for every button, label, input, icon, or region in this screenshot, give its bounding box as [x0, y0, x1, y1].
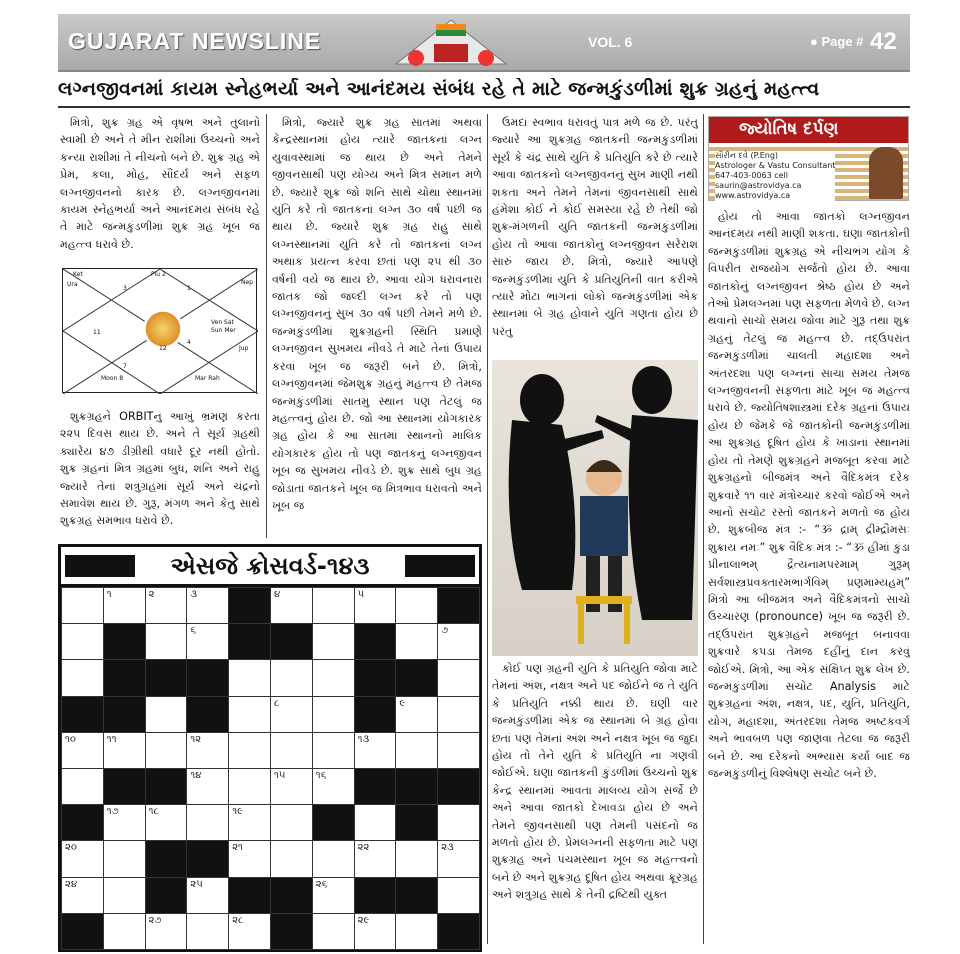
crossword-cell[interactable] [103, 913, 146, 950]
couple-argument-photo [492, 360, 698, 656]
crossword-clue-number: ૨ [148, 589, 155, 600]
crossword-clue-number: ૨૬ [315, 878, 328, 890]
crossword-black-cell [395, 768, 438, 805]
crossword-cell[interactable] [312, 587, 355, 624]
crossword-cell[interactable] [437, 659, 480, 696]
crossword-cell[interactable] [395, 840, 438, 877]
crossword-cell[interactable] [437, 732, 480, 769]
crossword-cell[interactable] [270, 804, 313, 841]
chart-label: Moon 8 [101, 375, 124, 382]
crossword-cell[interactable] [228, 913, 271, 950]
crossword-cell[interactable] [312, 768, 355, 805]
crossword-clue-number: ૧૫ [274, 770, 286, 781]
paragraph: કોઈ પણ ગ્રહની યુતિ કે પ્રતિયુતિ જોવા માટે તેમનાં અંશ, નક્ષત્ર અને પદ જોઈને જ તે યુતિ કે પ્રતિયુતિ નક્કી થાય છે. ઘણી વાર જન્મકુંડળીમાં એક જ સ્થાનમાં બે ગ્રહ હોવા છતાં પણ તેમનાં અંશ અને નક્ષત્ર ખૂબ જ જુદા હોય તો તેને યુતિ કે પ્રતિયુતિ ના ગણવી જોઈએ. ઘણા જાતકની કુંડળીમાં ઉચ્ચનો શુક્ર કેન્દ્ર સ્થાનમાં આવતા માલવ્ય યોગ સર્જે છે અને આવા જાતકો દેખાવડા હોય છે અને તેમને જીવનસાથી પણ તેમની પસંદનો જ મળતો હોય છે. પ્રેમલગ્નની સફળતા માટે પણ શુક્રગ્રહ અને પંચમસ્થાન ખૂબ જ મહત્ત્વનો બને છે અને શુક્રગ્રહ દૂષિત હોય અથવા ક્રૂરગ્રહ અને શત્રુગ્રહ સાથે કે તેની દ્રષ્ટિથી યુક્ત [492, 662, 698, 902]
column-4 [708, 208, 910, 946]
crossword-black-cell [270, 913, 313, 950]
crossword-cell[interactable] [270, 696, 313, 733]
crossword-cell[interactable] [186, 623, 229, 660]
silhouette-illustration-icon [492, 360, 698, 656]
author-phone: 647-403-0063 cell [715, 171, 788, 180]
paragraph: શુક્રગ્રહને ORBITનું આખું ભ્રમણ કરતા ૨૨૫ દિવસ થાય છે. અને તે સૂર્ય ગ્રહથી ક્યારેય ૪૭ ડીગ્રીથી વધારે દૂર નથી હોતો. શુક્ર ગ્રહનાં મિત્ર ગ્રહમાં બુધ, શનિ અને રાહુ જ્યારે તેનાં શત્રુગ્રહમાં સૂર્ય અને ચંદ્રનો સમાવેશ થાય છે. ગુરૂ, મંગળ અને કેતુ સાથે શુક્રગ્રહ સમભાવ ધરાવે છે. [60, 410, 260, 528]
crossword-cell[interactable] [395, 623, 438, 660]
crossword-black-cell [354, 768, 397, 805]
column-1-top [60, 114, 260, 262]
crossword-clue-number: ૨૦ [65, 842, 77, 854]
column-divider [703, 114, 704, 944]
author-email: saurin@astrovidya.ca [715, 181, 802, 190]
column-divider [266, 114, 267, 538]
crossword-cell[interactable] [395, 913, 438, 950]
crossword-cell[interactable] [228, 840, 271, 877]
chart-label: 12 [159, 345, 167, 352]
crossword-cell[interactable] [395, 587, 438, 624]
crossword-cell[interactable] [145, 804, 188, 841]
crossword-black-cell [354, 877, 397, 914]
crossword-cell[interactable] [186, 877, 229, 914]
column-1-bottom [60, 408, 260, 536]
chart-label: Ura [67, 281, 78, 288]
jyotish-darpan-banner [708, 116, 909, 201]
column-divider [487, 114, 488, 944]
crossword-black-cell [270, 623, 313, 660]
crossword-black-cell [228, 587, 271, 624]
crossword-clue-number: ૧૭ [106, 806, 119, 818]
crossword-cell[interactable] [228, 696, 271, 733]
crossword-header [61, 547, 479, 587]
crossword-clue-number: ૯ [399, 697, 406, 709]
crossword-cell[interactable] [145, 623, 188, 660]
crossword-clue-number: ૨૭ [148, 914, 162, 926]
page-label: ● Page # [810, 34, 864, 49]
crossword-cell[interactable] [395, 696, 438, 733]
crossword-cell[interactable] [312, 877, 355, 914]
crossword-cell[interactable] [354, 804, 397, 841]
crossword-cell[interactable] [61, 768, 104, 805]
chart-label: Plu 2 [151, 271, 166, 278]
crossword-black-cell [103, 696, 146, 733]
volume-label: VOL. 6 [588, 34, 633, 50]
crossword-clue-number: ૧૨ [190, 733, 202, 745]
chart-label: Ket [73, 271, 83, 278]
page-number: 42 [870, 28, 897, 55]
crossword-clue-number: ૧૧ [106, 733, 117, 745]
crossword-cell[interactable] [186, 768, 229, 805]
crossword-black-cell [228, 877, 271, 914]
crossword-cell[interactable] [61, 877, 104, 914]
kundli-chart [62, 268, 257, 393]
crossword-cell[interactable] [312, 696, 355, 733]
crossword-cell[interactable] [145, 732, 188, 769]
crossword-clue-number: ૪ [274, 589, 281, 600]
column-3-bottom [492, 660, 698, 946]
crossword-black-cell [395, 659, 438, 696]
crossword-clue-number: ૭ [441, 625, 449, 637]
crossword-puzzle [58, 544, 482, 952]
chart-label: Mar Rah [195, 375, 220, 382]
crossword-clue-number: ૨૪ [65, 878, 78, 890]
crossword-cell[interactable] [61, 659, 104, 696]
crossword-cell[interactable] [103, 587, 146, 624]
crossword-grid [61, 587, 479, 949]
crossword-cell[interactable] [228, 768, 271, 805]
chart-label: Ven Sat [211, 319, 234, 326]
crossword-black-cell [61, 804, 104, 841]
crossword-title: એસજે ક્રોસવર્ડ-૧૪૩ [170, 552, 370, 580]
paragraph: ઉમદા સ્વભાવ ધરાવતું પાત્ર મળે જ છે. પરંતુ જ્યારે આ શુક્રગ્રહ જાતકની જન્મકુંડળીમાં સૂર્ય કે ચંદ્ર સાથે યુતિ કે પ્રતિયુતિ કરે છે ત્યારે આવા જાતકનો લગ્નજીવનનું સુખ માણી નથી શકતા અને તેમને તેમનાં જીવનસાથી સાથે હંમેશા કોઈ ને કોઈ સમસ્યા રહે છે તેથી જો શુક્ર-મંગળની યુતિ જાતકની જન્મકુંડળીમાં હોય તો આવા જાતકોનું લગ્નજીવન સરેરાશ સારું જાય છે. મિત્રો, જ્યારે આપણે જન્મકુંડળીમાં યુતિ કે પ્રતિયુતિની વાત કરીએ ત્યારે મોટા ભાગનાં લોકો જન્મકુંડળીમાં એક સ્થાનમાં બે ગ્રહ હોવાને યુતિ ગણતા હોય છે પરંતુ [492, 116, 698, 338]
crossword-clue-number: ૫ [357, 589, 365, 600]
crossword-black-cell [437, 768, 480, 805]
crossword-cell[interactable] [354, 840, 397, 877]
crossword-cell[interactable] [103, 877, 146, 914]
crossword-cell[interactable] [270, 732, 313, 769]
crossword-cell[interactable] [228, 659, 271, 696]
crossword-clue-number: ૧૩ [357, 733, 370, 745]
crossword-black-cell [228, 623, 271, 660]
masthead-logo-icon [376, 16, 526, 68]
crossword-cell[interactable] [437, 696, 480, 733]
crossword-cell[interactable] [61, 732, 104, 769]
crossword-clue-number: ૬ [190, 625, 196, 637]
chart-label: 11 [93, 329, 101, 336]
crossword-black-cell [103, 659, 146, 696]
crossword-black-cell [312, 804, 355, 841]
crossword-black-cell [186, 696, 229, 733]
crossword-cell[interactable] [312, 659, 355, 696]
crossword-clue-number: ૨૮ [232, 914, 244, 926]
crossword-cell[interactable] [270, 587, 313, 624]
crossword-clue-number: ૨૨ [357, 842, 370, 854]
crossword-cell[interactable] [145, 913, 188, 950]
author-web: www.astrovidya.ca [715, 191, 791, 200]
crossword-black-cell [145, 768, 188, 805]
crossword-cell[interactable] [103, 840, 146, 877]
crossword-clue-number: ૧૮ [148, 806, 159, 818]
column-3-top [492, 114, 698, 354]
crossword-cell[interactable] [186, 587, 229, 624]
crossword-cell[interactable] [145, 587, 188, 624]
chart-label: Jup [239, 345, 249, 352]
crossword-black-cell [186, 840, 229, 877]
paragraph: મિત્રો, શુક્ર ગ્રહ એ વૃષભ અને તુલાનો સ્વામી છે અને તે મીન રાશીમાં ઉચ્ચનો અને કન્યા રાશીમાં તે નીચનો બને છે. શુક્ર ગ્રહ એ પ્રેમ, કલા, મોહ, સૌંદર્ય અને સફળ લગ્નજીવનનો કારક છે. લગ્નજીવનમાં કાયમ સ્નેહભર્યા અને આનંદમય સંબંધ રહે તે માટે જન્મકુંડળીમાં શુક્ર ગ્રહ ખૂબ જ મહત્ત્વ ધરાવે છે. [60, 116, 260, 251]
crossword-black-cell [145, 659, 188, 696]
crossword-black-cell [354, 659, 397, 696]
column-title: જ્યોતિષ દર્પણ [739, 119, 839, 139]
crossword-cell[interactable] [270, 659, 313, 696]
crossword-clue-number: ૨૩ [441, 842, 454, 854]
crossword-cell[interactable] [395, 732, 438, 769]
crossword-clue-number: ૨૫ [190, 878, 203, 890]
crossword-cell[interactable] [186, 804, 229, 841]
crossword-cell[interactable] [186, 913, 229, 950]
crossword-cell[interactable] [228, 732, 271, 769]
newspaper-title: GUJARAT NEWSLINE [68, 28, 322, 54]
ganesh-icon [143, 309, 183, 349]
crossword-cell[interactable] [145, 696, 188, 733]
author-info [715, 151, 835, 201]
crossword-cell[interactable] [354, 913, 397, 950]
crossword-cell[interactable] [61, 623, 104, 660]
crossword-clue-number: ૮ [274, 697, 280, 709]
crossword-black-cell [186, 659, 229, 696]
crossword-black-cell [145, 877, 188, 914]
crossword-cell[interactable] [312, 732, 355, 769]
crossword-clue-number: ૨૧ [232, 842, 243, 854]
crossword-cell[interactable] [354, 732, 397, 769]
article-headline: લગ્નજીવનમાં કાયમ સ્નેહભર્યા અને આનંદમય સંબંધ રહે તે માટે જન્મકુંડળીમાં શુક્ર ગ્રહનું મહત્ત્વ [58, 78, 820, 100]
chart-label: 4 [187, 339, 191, 346]
crossword-cell[interactable] [61, 840, 104, 877]
crossword-black-cell [354, 623, 397, 660]
crossword-black-cell [103, 623, 146, 660]
crossword-cell[interactable] [437, 877, 480, 914]
crossword-clue-number: ૧૪ [190, 770, 202, 781]
crossword-cell[interactable] [437, 804, 480, 841]
crossword-black-cell [61, 696, 104, 733]
crossword-black-cell [270, 877, 313, 914]
crossword-black-cell [145, 840, 188, 877]
crossword-cell[interactable] [312, 840, 355, 877]
crossword-clue-number: ૧૦ [65, 733, 76, 745]
crossword-cell[interactable] [186, 732, 229, 769]
crossword-cell[interactable] [270, 840, 313, 877]
crossword-clue-number: ૧૬ [315, 770, 327, 781]
crossword-cell[interactable] [103, 804, 146, 841]
crossword-cell[interactable] [312, 623, 355, 660]
crossword-black-cell [61, 913, 104, 950]
crossword-black-cell [395, 877, 438, 914]
crossword-cell[interactable] [437, 623, 480, 660]
column-2 [272, 114, 482, 538]
author-role: Astrologer & Vastu Consultant [715, 161, 836, 170]
chart-label: Sun Mer [211, 327, 236, 334]
crossword-clue-number: ૧ [106, 589, 112, 600]
crossword-black-cell [395, 804, 438, 841]
chart-label: 7 [123, 363, 127, 370]
chart-label: 1 [187, 285, 191, 292]
headline-rule [58, 106, 910, 108]
crossword-cell[interactable] [312, 913, 355, 950]
crossword-black-cell [437, 913, 480, 950]
author-name: સૌરીન દવે (P.Eng) [715, 151, 779, 160]
crossword-clue-number: ૧૯ [232, 806, 244, 818]
chart-label: 3 [123, 285, 127, 292]
paragraph: હોય તો આવા જાતકો લગ્નજીવન આનંદમય નથી માણી શકતા. ઘણા જાતકોની જન્મકુંડળીમાં શુક્રગ્રહ એ નીચભંગ યોગ કે વિપરીત રાજયોગ સર્જતો હોય છે. આવા જાતકોનું લગ્નજીવન શ્રેષ્ઠ હોય છે અને તેઓ પ્રેમલગ્નમાં પણ સફળતા મેળવે છે. લગ્ન થવાનો સાચો સમય જોવા માટે ગુરૂ તથા શુક્ર ગ્રહનું તેટલું જ મહત્ત્વ છે. તદ્ઉપરાંત જન્મકુંડળીમાં ચાલતી મહાદશા અને અંતરદશા પણ લગ્નનાં સાચા સમય તેમજ લગ્નજીવનની સફળતા માટે ખૂબ જ મહત્ત્વ ધરાવે છે. જ્યોતિષશાસ્ત્રમાં દરેક ગ્રહનાં ઉપાય હોય છે જેમકે જે જાતકોની જન્મકુંડળીમાં આ શુક્રગ્રહ દૂષિત હોય કે ખાડાનાં સ્થાનમાં હોય તો તેમણે શુક્રગ્રહને મજબૂત કરવા માટે શુક્રગ્રહનો બીજમંત્ર અને વૈદિકમંત્ર દરેક શુક્રવારે ૧૧ વાર મંત્રોચ્ચાર કરવો જોઈએ અને આનો સચોટ રસ્તો જાતકને મળતો જ હોય છે. શુક્રબીજ મંત્ર :- “ૐ દ્રામ્ દ્રીમ્દ્રૌમસઃ શુક્રાય નમઃ” શુક્ર વૈદિક મંત્ર :- “ૐ હીમાં કુંડા પ્રીનાલાભમ્ દ્રૈત્યનામપરમામ્ ગુરૂમ્ સર્વશાસ્ત્રપ્રવક્તારમભાર્ગવિમ્ પ્રણમામ્યહમ્” મિત્રો આ બીજમંત્ર અને વૈદિકમંત્રનો સાચો ઉચ્ચારણ (pronounce) ખૂબ જ જરૂરી છે. તદ્ઉપરાંત શુક્રગ્રહને મજબૂત બનાવવા શુક્રવારે કપડા તેમજ દહીંનું દાન કરવું જોઈએ. મિત્રો, આ એક સંક્ષિપ્ત શુક્ર લેખ છે. જન્મકુંડળીમાં સચોટ Analysis માટે શુક્રગ્રહનાં અંશ, નક્ષત્ર, પદ, યુતિ, પ્રતિયુતિ, યોગ, મહાદશા, અંતરદશા તેમજ અષ્ટકવર્ગ અને ભાવબળ પણ જાણવા તેટલા જ જરૂરી બને છે. આ દરેકનો અભ્યાસ કર્યા બાદ જ જન્મકુંડળીનું વિશ્લેષણ સચોટ બને છે. [708, 210, 910, 780]
crossword-cell[interactable] [61, 587, 104, 624]
crossword-cell[interactable] [228, 804, 271, 841]
crossword-black-cell [103, 768, 146, 805]
crossword-clue-number: ૩ [190, 589, 198, 600]
masthead [58, 14, 910, 72]
crossword-cell[interactable] [437, 840, 480, 877]
crossword-black-cell [354, 696, 397, 733]
crossword-cell[interactable] [270, 768, 313, 805]
crossword-clue-number: ૨૯ [357, 914, 370, 926]
crossword-cell[interactable] [103, 732, 146, 769]
chart-label: Nep [241, 279, 253, 286]
crossword-cell[interactable] [354, 587, 397, 624]
crossword-black-cell [437, 587, 480, 624]
paragraph: મિત્રો, જ્યારે શુક્ર ગ્રહ સાતમાં અથવા કેન્દ્રસ્થાનમાં હોય ત્યારે જાતકનાં લગ્ન યુવાવસ્થામાં જ થાય છે અને તેમને જીવનસાથી પણ યોગ્ય અને મિત્ર સમાન મળે છે. જ્યારે શુક્ર જો શનિ સાથે ચોથા સ્થાનમાં યુતિ કરે તો જાતકનાં લગ્ન ૩૦ વર્ષ પછી જ થાય છે. જ્યારે શુક્ર ગ્રહ રાહુ સાથે લગ્નસ્થાનમાં યુતિ કરે તો જાતકનાં લગ્ન અથાક પ્રયત્ન કરવા છતાં પણ ૨૫ થી ૩૦ વર્ષની વયે જ થાય છે. આવા યોગ ધરાવનારા જાતક જો જલ્દી લગ્ન કરે તો પણ લગ્નજીવનનું સુખ ૩૦ વર્ષ પછી તેમને મળે છે. જન્મકુંડળીમાં શુક્રગ્રહની સ્થિતિ પ્રમાણે લગ્નજીવન સુખમય નીવડે તે માટે તેનાં ઉપાય કરવાં ખૂબ જ જરૂરી બને છે. મિત્રો, લગ્નજીવનમાં જેમશુક્ર ગ્રહનું મહત્ત્વ છે તેમજ જન્મકુંડળીમાં સાતમુ સ્થાન પણ તેટલું જ મહત્ત્વનું હોય છે. જો આ સ્થાનમાં યોગકારક ગ્રહ હોય કે આ સાતમાં સ્થાનનો માલિક યોગકારક હોય તો પણ જાતકનું લગ્નજીવન ખૂબ જ સુખમય નીવડે છે. શુક્ર સાથે બુધ ગ્રહ જોડાતાં જાતકને ખૂબ જ મિત્રભાવ ધરાવતો અને ખૂબ જ [272, 116, 482, 512]
author-photo [869, 147, 903, 199]
